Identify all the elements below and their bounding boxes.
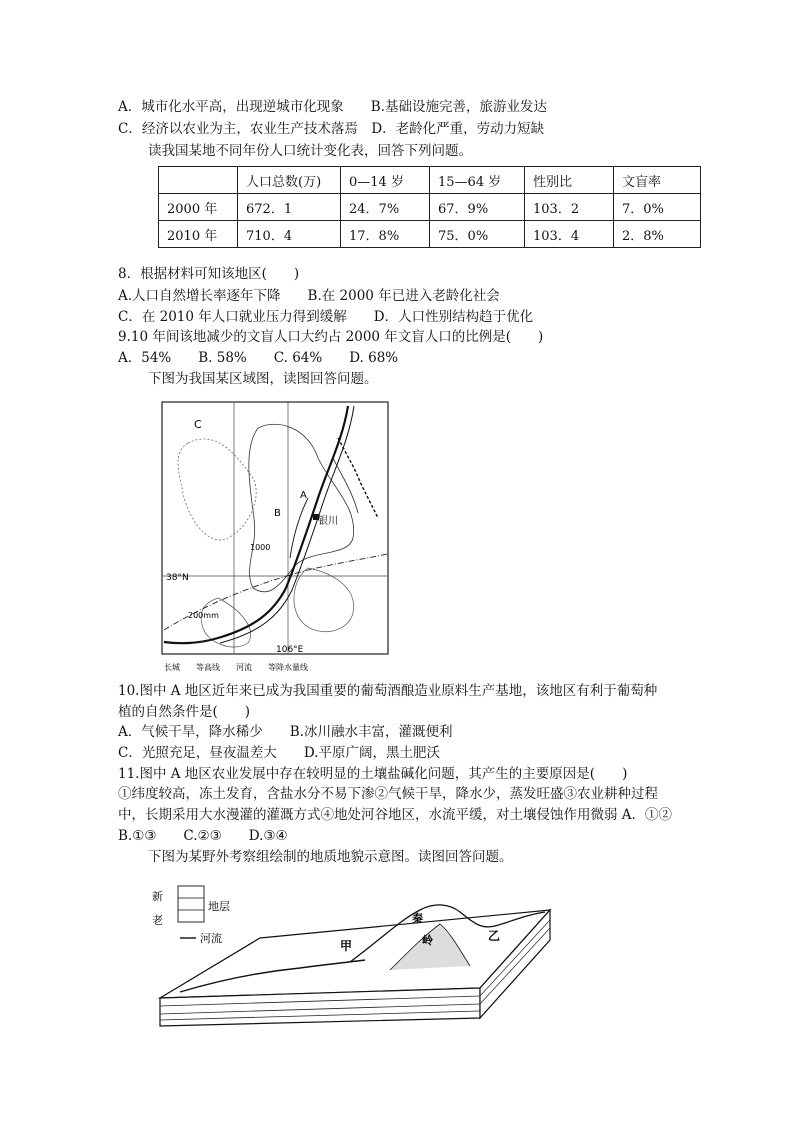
label-qin: 秦 — [412, 912, 423, 925]
q7-options-line2: C．经济以农业为主，农业生产技术落焉 D．老龄化严重，劳动力短缺 — [118, 121, 545, 137]
q9-options: A．54% B. 58% C. 64% D. 68% — [118, 350, 399, 366]
map-intro: 下图为我国某区域图，读图回答问题。 — [148, 371, 378, 387]
table-cell: 2010 年 — [159, 221, 238, 248]
table-header-cell: 人口总数(万) — [238, 167, 341, 194]
legend-strata-label: 地层 — [208, 900, 230, 913]
label-jia: 甲 — [340, 939, 353, 953]
region-map-svg — [158, 398, 410, 676]
map-label-c: C — [194, 418, 202, 431]
q11-options: B.①③ C.②③ D.③④ — [118, 828, 288, 844]
table-header-row — [159, 167, 701, 194]
q8-options-line2: C．在 2010 年人口就业压力得到缓解 D．人口性别结构趋于优化 — [118, 309, 534, 325]
table-cell: 17．8% — [341, 221, 430, 248]
latitude-label: 38°N — [166, 573, 189, 583]
legend-river-label: 河流 — [200, 932, 222, 945]
isohyet-value-label: 200mm — [188, 611, 219, 620]
longitude-label: 106°E — [276, 645, 304, 655]
map-legend: 长城 等高线 河流 等降水量线 — [164, 663, 308, 672]
table-intro: 读我国某地不同年份人口统计变化表，回答下列问题。 — [148, 143, 472, 159]
legend-old-label: 老 — [152, 914, 163, 927]
q8-stem: 8．根据材料可知该地区( ) — [118, 266, 300, 282]
table-header-cell: 文盲率 — [614, 167, 701, 194]
table-cell: 7．0% — [614, 194, 701, 221]
q11-line2: 中，长期采用大水漫灌的灌溉方式④地处河谷地区，水流平缓，对土壤侵蚀作用微弱 A．①② — [118, 807, 673, 823]
table-cell: 103．2 — [525, 194, 614, 221]
table-header-cell — [159, 167, 238, 194]
table-header-cell: 15—64 岁 — [430, 167, 525, 194]
q10-stem-line2: 植的自然条件是( ) — [118, 704, 251, 720]
q10-stem-line1: 10.图中 A 地区近年来已成为我国重要的葡萄酒酿造业原料生产基地，该地区有利于葡萄种 — [118, 683, 658, 699]
q9-stem: 9.10 年间该地减少的文盲人口大约占 2000 年文盲人口的比例是( ) — [118, 329, 544, 345]
q10-options-line2: C．光照充足，昼夜温差大 D.平原广阔，黑土肥沃 — [118, 745, 440, 761]
population-table — [158, 166, 701, 248]
table-cell: 67．9% — [430, 194, 525, 221]
table-header-cell: 性别比 — [525, 167, 614, 194]
table-cell: 710．4 — [238, 221, 341, 248]
map-label-a: A — [300, 490, 307, 501]
q10-options-line1: A．气候干旱，降水稀少 B.冰川融水丰富，灌溉便利 — [118, 724, 453, 740]
city-label: 银川 — [318, 516, 338, 527]
table-row — [159, 221, 701, 248]
table-cell: 103．4 — [525, 221, 614, 248]
q7-options-line1: A．城市化水平高，出现逆城市化现象 B.基础设施完善，旅游业发达 — [118, 99, 547, 115]
strata-legend-icon — [178, 886, 204, 922]
table-cell: 24．7% — [341, 194, 430, 221]
label-ling: 岭 — [422, 934, 433, 947]
contour-value-label: 1000 — [250, 543, 271, 552]
table-cell: 75．0% — [430, 221, 525, 248]
geology-diagram — [150, 880, 560, 1030]
q11-line1: ①纬度较高，冻土发育，含盐水分不易下渗②气候干旱，降水少，蒸发旺盛③农业耕种过程 — [118, 786, 658, 802]
table-cell: 2．8% — [614, 221, 701, 248]
legend-new-label: 新 — [152, 890, 163, 903]
table-header-cell: 0—14 岁 — [341, 167, 430, 194]
q8-options-line1: A.人口自然增长率逐年下降 B.在 2000 年已进入老龄化社会 — [118, 288, 500, 304]
q11-stem: 11.图中 A 地区农业发展中存在较明显的土壤盐碱化问题，其产生的主要原因是( ) — [118, 766, 628, 782]
geology-diagram-svg — [150, 880, 560, 1030]
table-cell: 2000 年 — [159, 194, 238, 221]
table-cell: 672．1 — [238, 194, 341, 221]
map-label-b: B — [274, 508, 281, 519]
region-map — [158, 398, 410, 676]
geo-intro: 下图为某野外考察组绘制的地质地貌示意图。读图回答问题。 — [148, 849, 513, 865]
label-yi: 乙 — [488, 929, 501, 943]
table-row — [159, 194, 701, 221]
